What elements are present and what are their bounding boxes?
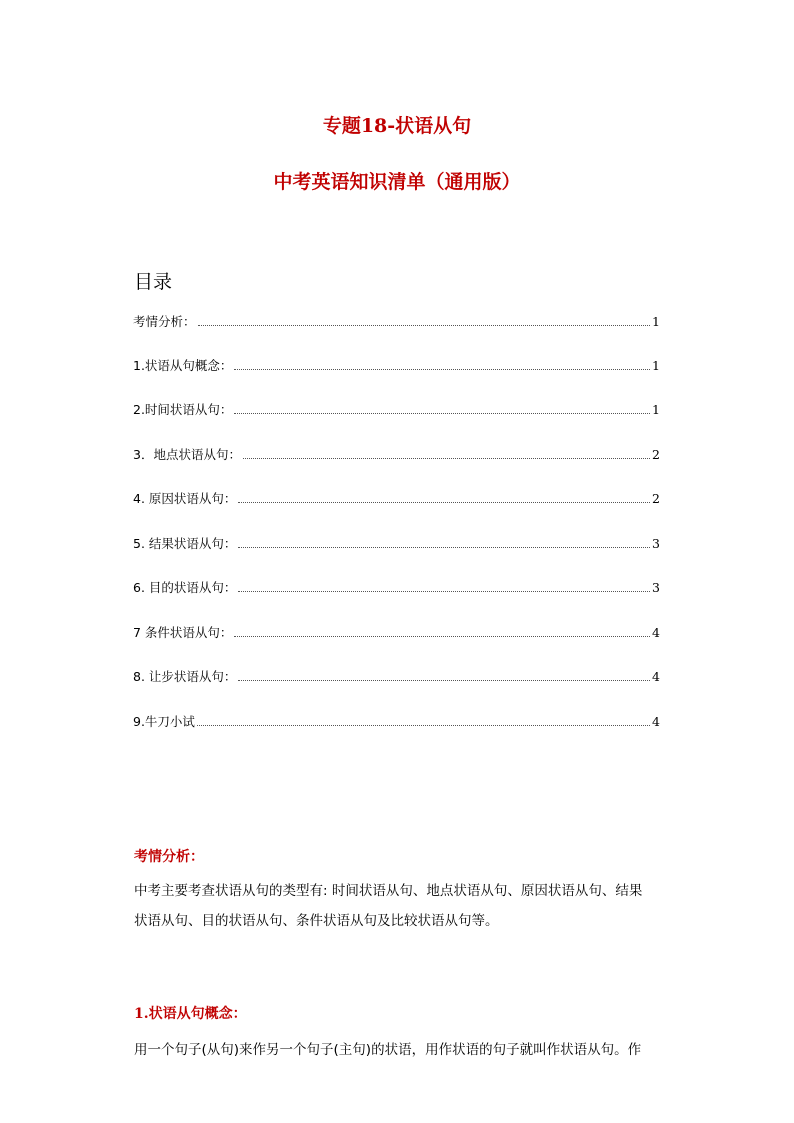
toc-entry-page: 3	[652, 580, 660, 595]
toc-entry-time[interactable]	[133, 400, 660, 418]
toc-entry-label: 考情分析：	[133, 314, 196, 329]
toc-entry-condition[interactable]	[133, 623, 660, 641]
toc-leader	[238, 501, 650, 503]
toc-entry-analysis[interactable]	[133, 312, 660, 330]
toc-entry-page: 1	[652, 402, 660, 417]
toc-entry-reason[interactable]	[133, 489, 660, 507]
toc-entry-label: 9.牛刀小试	[133, 714, 195, 729]
toc-leader	[238, 590, 650, 592]
toc-entry-label: 6. 目的状语从句：	[133, 580, 237, 595]
document-title: 专题18-状语从句	[322, 115, 472, 137]
toc-entry-label: 4. 原因状语从句：	[133, 491, 237, 506]
toc-leader	[198, 324, 651, 326]
toc-entry-page: 2	[652, 491, 660, 506]
toc-entry-concept[interactable]	[133, 356, 660, 374]
toc-entry-label: 2.时间状语从句：	[133, 402, 233, 417]
toc-entry-result[interactable]	[133, 534, 660, 552]
toc-entry-page: 1	[652, 358, 660, 373]
toc-entry-label: 1.状语从句概念：	[133, 358, 233, 373]
toc-entry-page: 3	[652, 536, 660, 551]
toc-leader	[243, 457, 650, 459]
toc-entry-page: 1	[652, 314, 660, 329]
toc-leader	[238, 679, 650, 681]
toc-entry-label: 8. 让步状语从句：	[133, 669, 237, 684]
toc-heading: 目录	[134, 271, 173, 293]
toc-entry-label: 7 条件状语从句：	[133, 625, 233, 640]
toc-entry-concession[interactable]	[133, 667, 660, 685]
paragraph-line: 状语从句、目的状语从句、条件状语从句及比较状语从句等。	[134, 913, 499, 929]
toc-entry-page: 4	[652, 669, 660, 684]
section-heading-analysis: 考情分析：	[134, 849, 204, 865]
toc-entry-label: 3．地点状语从句：	[133, 447, 241, 462]
section-heading-concept: 1.状语从句概念：	[134, 1006, 247, 1022]
paragraph-line: 用一个句子(从句)来作另一个句子(主句)的状语，用作状语的句子就叫作状语从句。作	[134, 1042, 642, 1058]
toc-leader	[234, 635, 650, 637]
toc-entry-practice[interactable]	[133, 712, 660, 730]
paragraph-line: 中考主要考查状语从句的类型有: 时间状语从句、地点状语从句、原因状语从句、结果	[134, 883, 643, 899]
toc-entry-label: 5. 结果状语从句：	[133, 536, 237, 551]
toc-entry-purpose[interactable]	[133, 578, 660, 596]
toc-entry-place[interactable]	[133, 445, 660, 463]
document-subtitle: 中考英语知识清单（通用版）	[273, 171, 521, 193]
toc-entry-page: 2	[652, 447, 660, 462]
toc-leader	[234, 412, 650, 414]
toc-entry-page: 4	[652, 714, 660, 729]
toc-entry-page: 4	[652, 625, 660, 640]
toc-leader	[234, 368, 650, 370]
toc-leader	[238, 546, 650, 548]
toc-leader	[197, 724, 650, 726]
